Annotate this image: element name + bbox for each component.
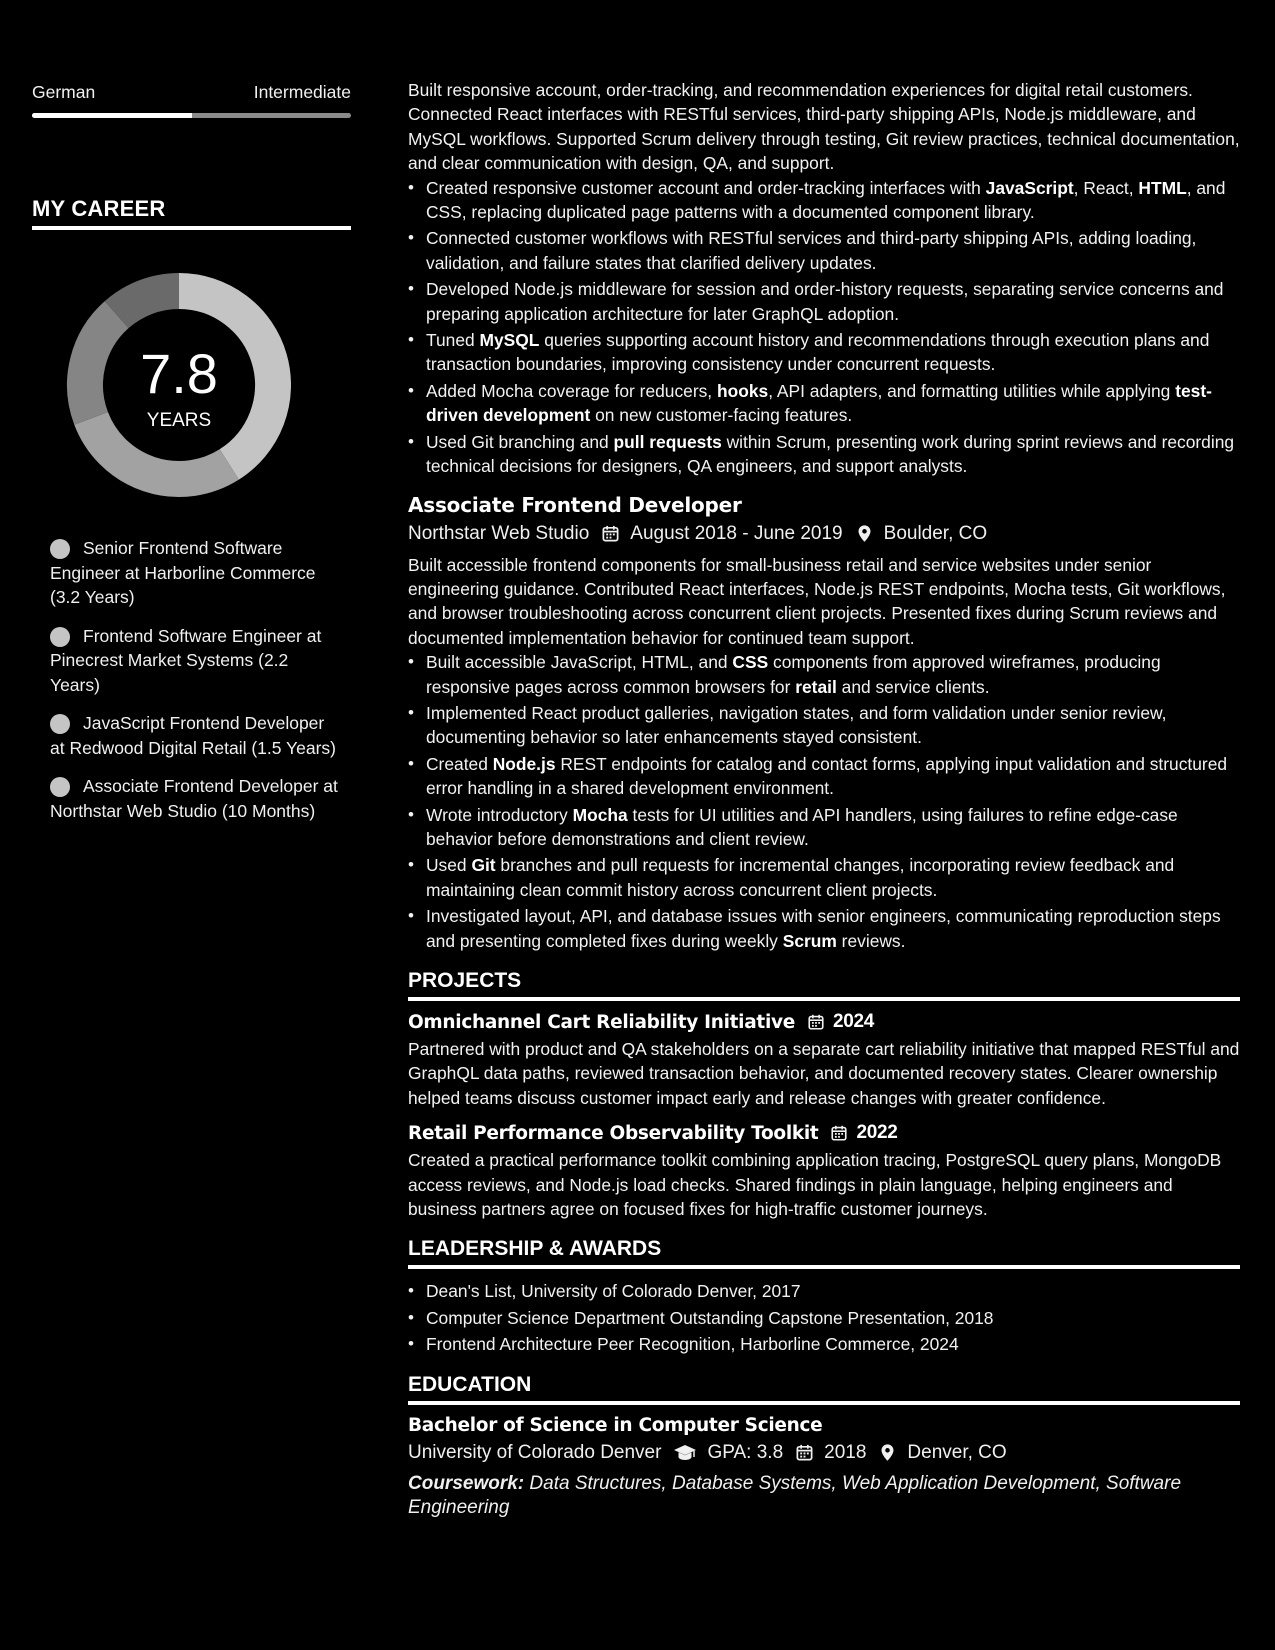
project-title-row (408, 1122, 1240, 1144)
award-item: • Computer Science Department Outstanding Capstone Presentation, 2018 (426, 1306, 1240, 1330)
career-item-label: Frontend Software Engineer at Pinecrest Market Systems (2.2 Years) (50, 625, 322, 695)
location-pin-icon (855, 524, 874, 543)
job2-dates: August 2018 - June 2019 (630, 522, 843, 544)
location-pin-icon (878, 1443, 897, 1462)
projects-heading: PROJECTS (408, 969, 1240, 1001)
project-title-row (408, 1011, 1240, 1033)
project-year: 2022 (856, 1122, 898, 1144)
project-item (408, 1011, 1240, 1110)
award-item: • Frontend Architecture Peer Recognition, Harborline Commerce, 2024 (426, 1332, 1240, 1356)
project-title: Retail Performance Observability Toolkit (408, 1122, 819, 1144)
job2-company: Northstar Web Studio (408, 522, 590, 544)
job2-meta (408, 523, 1240, 545)
calendar-icon (830, 1124, 848, 1142)
award-item: • Dean's List, University of Colorado Denver, 2017 (426, 1279, 1240, 1303)
job2-bullet: • Built accessible JavaScript, HTML, and CSS components from approved wireframes, producing responsive pages across common browsers for retail and service clients. (426, 650, 1240, 699)
education-degree: Bachelor of Science in Computer Science (408, 1414, 823, 1436)
career-total-value: 7.8 (140, 342, 218, 405)
job1-bullet: • Added Mocha coverage for reducers, hooks, API adapters, and formatting utilities while applying test-driven development on new customer-facing features. (426, 379, 1240, 428)
language-proficiency-fill (32, 113, 192, 118)
career-heading: MY CAREER (32, 196, 166, 221)
job1-bullet: • Created responsive customer account and order-tracking interfaces with JavaScript, React, HTML, and CSS, replacing duplicated page patterns with a documented component library. (426, 176, 1240, 225)
education-school: University of Colorado Denver (408, 1441, 662, 1463)
calendar-icon (795, 1443, 814, 1462)
education-coursework (408, 1472, 1240, 1520)
job2-title: Associate Frontend Developer (408, 492, 742, 517)
project-title: Omnichannel Cart Reliability Initiative (408, 1011, 795, 1033)
project-description: Partnered with product and QA stakeholders on a separate cart reliability initiative that mapped RESTful and GraphQL data paths, reviewed transaction behavior, and documented recovery states. Clearer ownership helped teams discuss customer impact early and release changes with greater confidence. (408, 1039, 1240, 1108)
education-location: Denver, CO (907, 1441, 1007, 1463)
career-item (50, 711, 340, 760)
career-total-unit: YEARS (146, 410, 212, 431)
main-content (408, 78, 1240, 1520)
project-year: 2024 (833, 1011, 875, 1032)
career-donut-chart (66, 272, 292, 498)
education-gpa: GPA: 3.8 (707, 1441, 784, 1463)
career-dot (50, 627, 70, 647)
coursework-label: Coursework: (408, 1472, 525, 1494)
career-dot (50, 714, 70, 734)
language-proficiency-bar (32, 113, 351, 118)
job2-bullet: • Created Node.js REST endpoints for catalog and contact forms, applying input validation and structured error handling in a shared development environment. (426, 752, 1240, 801)
career-item (50, 774, 340, 823)
career-item (50, 536, 340, 610)
project-description: Created a practical performance toolkit combining application tracing, PostgreSQL query plans, MongoDB access reviews, and Node.js load checks. Shared findings in plain language, helping engineers and business partners agree on focused fixes for high-traffic customer journeys. (408, 1150, 1222, 1220)
career-item (50, 624, 340, 698)
awards-heading: LEADERSHIP & AWARDS (408, 1237, 1240, 1269)
donut-segment (117, 291, 179, 315)
language-name: German (32, 82, 96, 102)
job1-bullet: • Developed Node.js middleware for session and order-history requests, separating service concerns and preparing application architecture for later GraphQL adoption. (426, 277, 1240, 326)
career-item-label: JavaScript Frontend Developer at Redwood Digital Retail (1.5 Years) (50, 713, 336, 758)
calendar-icon (601, 524, 620, 543)
career-heading-rule (32, 226, 351, 230)
job2-bullet: • Used Git branches and pull requests for incremental changes, incorporating review feedback and maintaining clean commit history across concurrent client projects. (426, 853, 1240, 902)
graduation-cap-icon (673, 1443, 697, 1463)
education-year: 2018 (824, 1441, 867, 1463)
job1-bullet: • Used Git branching and pull requests within Scrum, presenting work during sprint reviews and recording technical decisions for designers, QA engineers, and support analysts. (426, 430, 1240, 479)
coursework-text: Data Structures, Database Systems, Web Application Development, Software Engineering (408, 1472, 1182, 1518)
job2-bullet: • Wrote introductory Mocha tests for UI utilities and API handlers, using failures to refine edge-case behavior before demonstrations and client review. (426, 803, 1240, 852)
career-dot (50, 539, 70, 559)
education-meta (408, 1442, 1240, 1464)
language-row (32, 82, 351, 103)
project-item (408, 1122, 1240, 1221)
career-item-label: Associate Frontend Developer at Northstar Web Studio (10 Months) (50, 776, 338, 821)
awards-list (408, 1279, 1240, 1356)
job1-bullet: • Tuned MySQL queries supporting account history and recommendations through execution plans and transaction boundaries, improving consistency under concurrent requests. (426, 328, 1240, 377)
job2-location: Boulder, CO (883, 522, 988, 544)
job1-bullets (408, 176, 1240, 479)
job1-summary: Built responsive account, order-tracking, and recommendation experiences for digital retail customers. Connected React interfaces with RESTful services, third-party shipping APIs, Node.js middleware, and MySQL workflows. Supported Scrum delivery through testing, Git review practices, technical documentation, and clear communication with design, QA, and support. (408, 80, 1240, 174)
job2-summary: Built accessible frontend components for small-business retail and service websites under senior engineering guidance. Contributed React interfaces, Node.js REST endpoints, Mocha tests, Git workflows, and browser troubleshooting across concurrent client projects. Presented fixes during Scrum reviews and documented implementation behavior for continued team support. (408, 554, 1226, 648)
language-level: Intermediate (253, 82, 351, 102)
career-list (50, 536, 340, 837)
career-item-label: Senior Frontend Software Engineer at Harborline Commerce (3.2 Years) (50, 538, 316, 607)
career-dot (50, 777, 70, 797)
job2-bullet: • Investigated layout, API, and database issues with senior engineers, communicating reproduction steps and presenting completed fixes during weekly Scrum reviews. (426, 904, 1240, 953)
job2-bullets (408, 650, 1240, 953)
job2-bullet: • Implemented React product galleries, navigation states, and form validation under senior review, documenting behavior so later enhancements stayed consistent. (426, 701, 1240, 750)
job1-bullet: • Connected customer workflows with RESTful services and third-party shipping APIs, adding loading, validation, and failure states that clarified delivery updates. (426, 226, 1240, 275)
calendar-icon (807, 1013, 825, 1031)
education-heading: EDUCATION (408, 1373, 1240, 1405)
